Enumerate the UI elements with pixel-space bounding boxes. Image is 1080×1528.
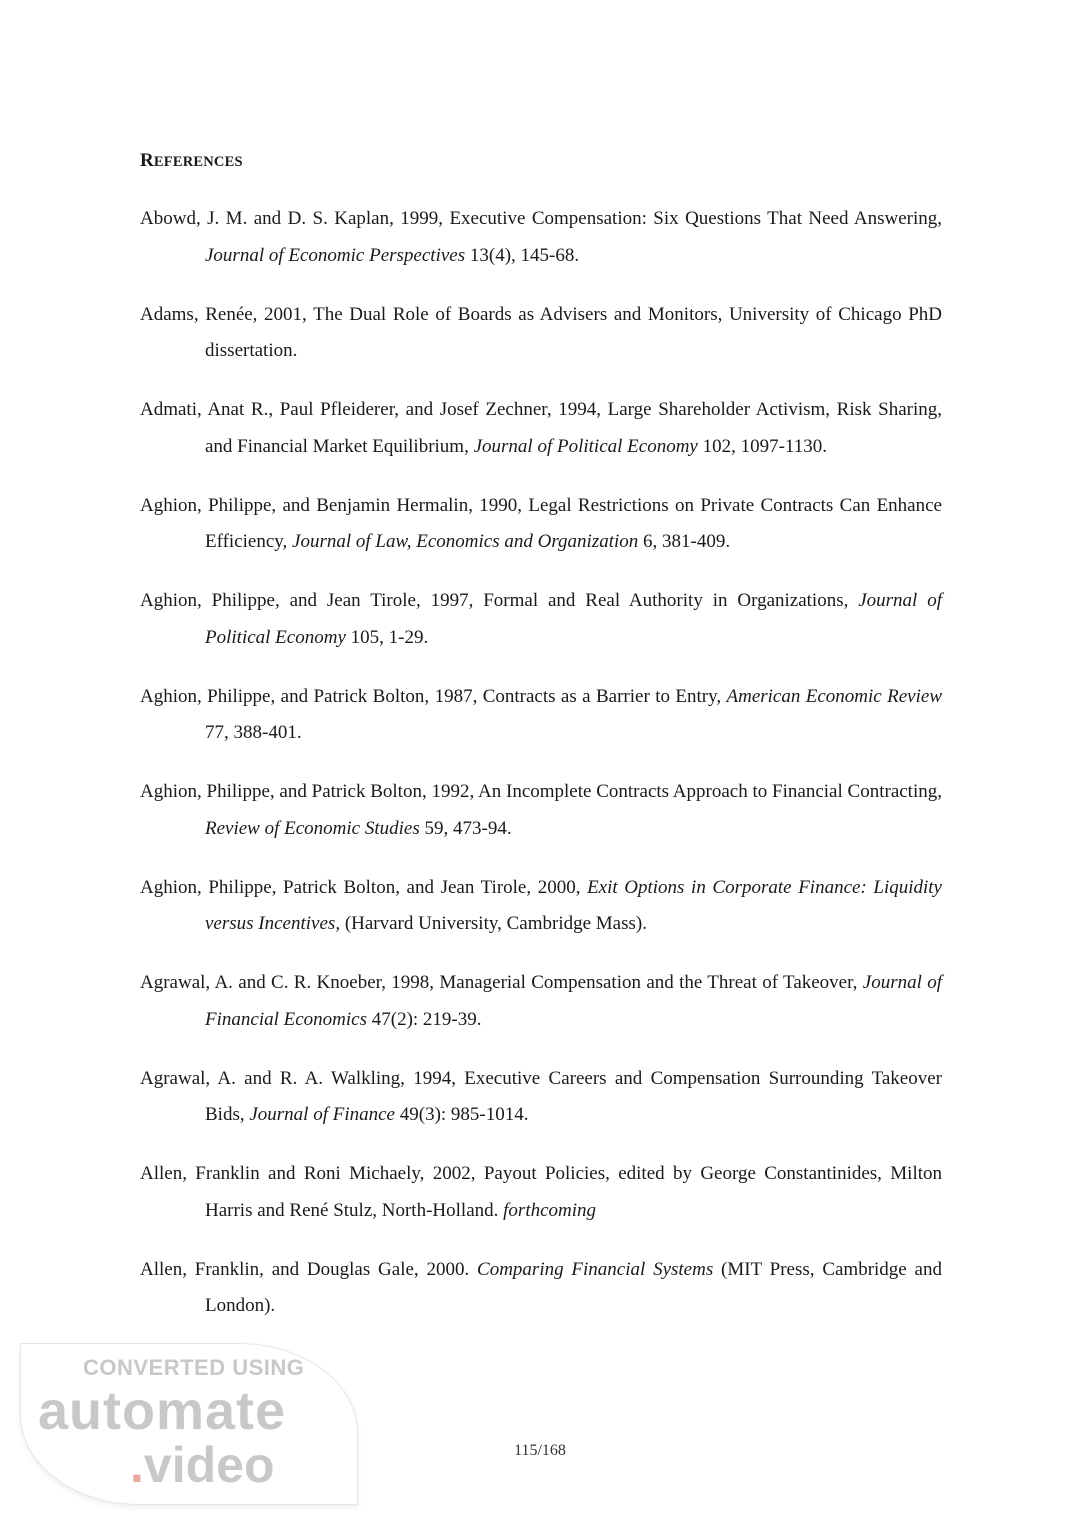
reference-entry	[140, 1252, 942, 1325]
watermark-suffix-text: video	[143, 1437, 275, 1493]
reference-details: 102, 1097-1130.	[697, 435, 827, 457]
reference-text: Abowd, J. M. and D. S. Kaplan, 1999, Executive Compensation: Six Questions That Need Answering,	[140, 208, 942, 229]
reference-journal: Journal of Law, Economics and Organization	[292, 531, 639, 552]
reference-text: Admati, Anat R., Paul Pfleiderer, and Josef Zechner, 1994, Large Shareholder Activism, Risk Sharing, and Financial Market Equilibrium,	[140, 399, 942, 457]
reference-journal: Exit Options in Corporate Finance: Liquidity versus Incentives	[205, 876, 942, 934]
reference-text: Aghion, Philippe, Patrick Bolton, and Jean Tirole, 2000,	[140, 876, 588, 898]
reference-entry	[140, 1156, 942, 1229]
reference-entry	[140, 774, 942, 847]
reference-details: 13(4), 145-68.	[465, 244, 580, 266]
reference-text: Adams, Renée, 2001, The Dual Role of Boards as Advisers and Monitors, University of Chicago PhD dissertation.	[140, 303, 942, 361]
reference-details: 47(2): 219-39.	[367, 1008, 482, 1030]
reference-text: Aghion, Philippe, and Jean Tirole, 1997, Formal and Real Authority in Organizations,	[140, 590, 859, 611]
watermark-logo-text: automate	[38, 1381, 287, 1441]
reference-journal: Journal of Political Economy	[205, 590, 942, 648]
reference-entry	[140, 488, 942, 561]
reference-details: , (Harvard University, Cambridge Mass).	[335, 913, 647, 934]
reference-journal: American Economic Review	[726, 685, 942, 707]
reference-entry	[140, 965, 942, 1038]
reference-journal: forthcoming	[503, 1199, 597, 1221]
reference-details: 6, 381-409.	[638, 531, 731, 552]
reference-text: Allen, Franklin and Roni Michaely, 2002, Payout Policies, edited by George Constantinides, Milton Harris and René Stulz, North-Holland.	[140, 1163, 942, 1221]
reference-details: 77, 388-401.	[205, 722, 302, 743]
reference-text: Allen, Franklin, and Douglas Gale, 2000.	[140, 1258, 478, 1280]
reference-details: 59, 473-94.	[419, 817, 512, 839]
reference-entry	[140, 201, 942, 274]
reference-details: (MIT Press, Cambridge and London).	[205, 1258, 942, 1316]
reference-text: Agrawal, A. and C. R. Knoeber, 1998, Managerial Compensation and the Threat of Takeover,	[140, 972, 863, 993]
reference-text: Aghion, Philippe, and Benjamin Hermalin, 1990, Legal Restrictions on Private Contracts Can Enhance Efficiency,	[140, 494, 942, 552]
watermark-dot: .	[130, 1437, 144, 1493]
reference-journal: Journal of Finance	[249, 1104, 395, 1125]
reference-entry	[140, 870, 942, 943]
heading-rest: EFERENCES	[153, 154, 243, 170]
reference-journal: Journal of Political Economy	[473, 435, 698, 457]
reference-entry	[140, 392, 942, 465]
reference-text: Aghion, Philippe, and Patrick Bolton, 1987, Contracts as a Barrier to Entry,	[140, 685, 727, 707]
reference-journal: Journal of Financial Economics	[205, 972, 943, 1030]
watermark-caption: CONVERTED USING	[83, 1355, 305, 1380]
page-number: 115/168	[514, 1442, 566, 1459]
reference-text: Aghion, Philippe, and Patrick Bolton, 1992, An Incomplete Contracts Approach to Financial Contracting,	[140, 781, 942, 802]
reference-journal: Comparing Financial Systems	[477, 1258, 714, 1280]
reference-entry	[140, 583, 942, 656]
heading-initial: R	[140, 150, 154, 171]
watermark-logo-suffix	[130, 1436, 275, 1494]
reference-journal: Review of Economic Studies	[205, 817, 420, 839]
reference-entry	[140, 679, 942, 752]
reference-entry	[140, 1061, 942, 1134]
references-heading	[140, 150, 243, 172]
reference-journal: Journal of Economic Perspectives	[205, 244, 466, 266]
reference-details: 49(3): 985-1014.	[395, 1104, 529, 1125]
reference-entry	[140, 297, 942, 370]
reference-details: 105, 1-29.	[345, 626, 429, 648]
reference-text: Agrawal, A. and R. A. Walkling, 1994, Executive Careers and Compensation Surrounding Takeover Bids,	[140, 1067, 942, 1125]
reference-list	[140, 201, 942, 1347]
